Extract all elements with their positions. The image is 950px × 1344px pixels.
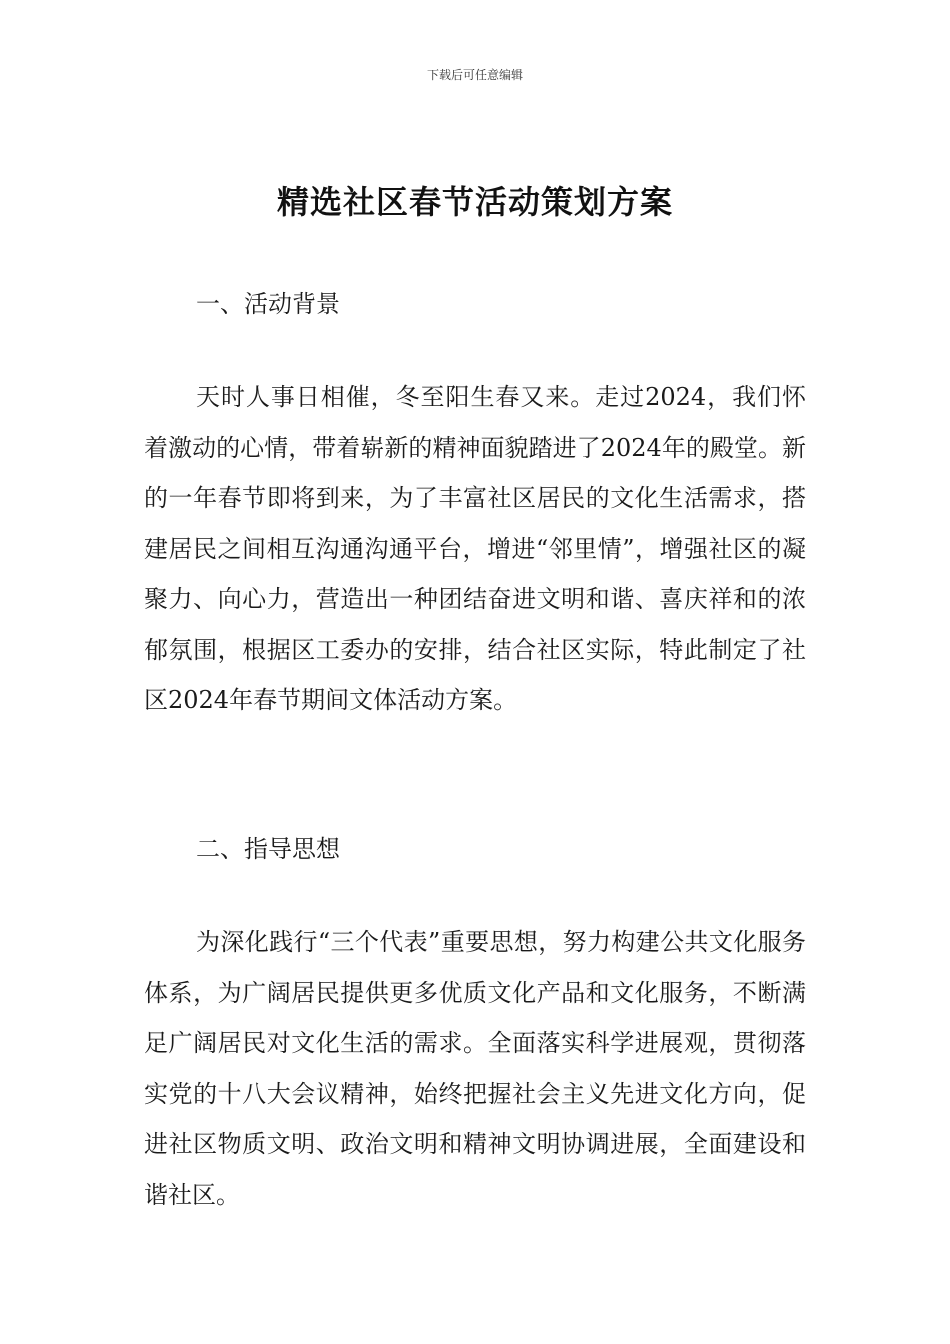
paragraph-background: 天时人事日相催，冬至阳生春又来。走过2024，我们怀着激动的心情，带着崭新的精神面貌踏进了2024年的殿堂。新的一年春节即将到来，为了丰富社区居民的文化生活需求，搭建居民之间相互沟通沟通平台，增进“邻里情”，增强社区的凝聚力、向心力，营造出一种团结奋进文明和谐、喜庆祥和的浓郁氛围，根据区工委办的安排，结合社区实际，特此制定了社区2024年春节期间文体活动方案。	[144, 383, 806, 714]
section-heading-background: 一、活动背景	[196, 290, 340, 318]
page-header-note: 下载后可任意编辑	[426, 68, 523, 82]
document-title: 精选社区春节活动策划方案	[276, 183, 673, 221]
paragraph-guiding-ideology: 为深化践行“三个代表”重要思想，努力构建公共文化服务体系，为广阔居民提供更多优质文化产品和文化服务，不断满足广阔居民对文化生活的需求。全面落实科学进展观，贯彻落实党的十八大会议精神，始终把握社会主义先进文化方向，促进社区物质文明、政治文明和精神文明协调进展，全面建设和谐社区。	[144, 928, 806, 1209]
section-heading-guiding-ideology: 二、指导思想	[196, 835, 340, 863]
